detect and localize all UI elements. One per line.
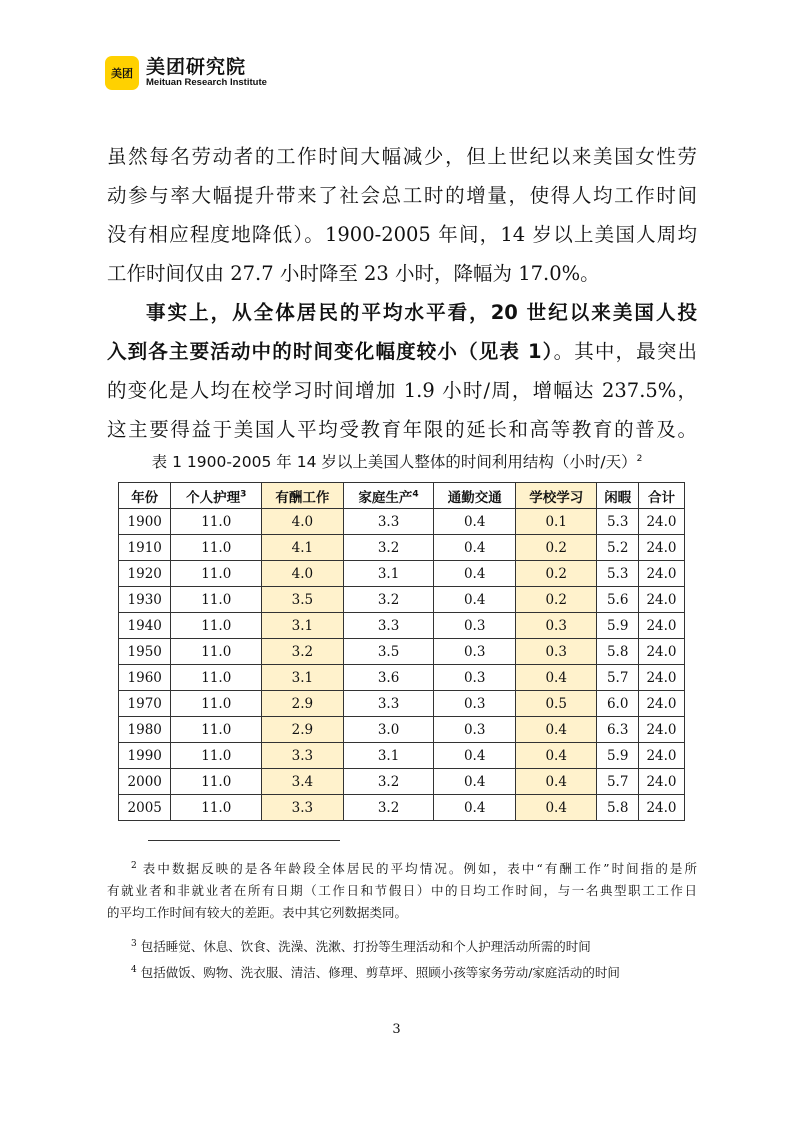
footnote-text: 包括睡觉、休息、饮食、洗澡、洗漱、打扮等生理活动和个人护理活动所需的时间 bbox=[140, 939, 591, 954]
logo-mark: 美团 bbox=[105, 56, 139, 90]
table-cell: 11.0 bbox=[171, 587, 262, 613]
table-cell: 11.0 bbox=[171, 639, 262, 665]
table-cell: 24.0 bbox=[638, 769, 684, 795]
plain-text: 。其中，最突出 bbox=[553, 340, 697, 363]
column-header bbox=[343, 483, 434, 509]
table-cell: 0.4 bbox=[434, 795, 516, 821]
table-cell: 0.1 bbox=[515, 509, 597, 535]
footnote-line: 的平均工作时间有较大的差距。表中其它列数据类同。 bbox=[107, 905, 408, 920]
table-row bbox=[119, 795, 685, 821]
page-number: 3 bbox=[392, 1022, 401, 1037]
table-cell: 3.1 bbox=[343, 561, 434, 587]
table-cell: 0.4 bbox=[515, 743, 597, 769]
table-cell: 2.9 bbox=[262, 717, 344, 743]
paragraph-line: 没有相应程度地降低）。1900-2005 年间，14 岁以上美国人周均 bbox=[107, 223, 697, 246]
table-cell: 24.0 bbox=[638, 613, 684, 639]
table-header-row bbox=[119, 483, 685, 509]
table-row bbox=[119, 587, 685, 613]
table-body bbox=[119, 509, 685, 821]
table-cell: 5.9 bbox=[597, 613, 638, 639]
table-cell: 3.1 bbox=[262, 665, 344, 691]
paragraph-line: 的变化是人均在校学习时间增加 1.9 小时/周，增幅达 237.5%， bbox=[107, 379, 697, 402]
table-row bbox=[119, 535, 685, 561]
table-cell: 3.4 bbox=[262, 769, 344, 795]
table-row bbox=[119, 665, 685, 691]
column-header-label: 家庭生产 bbox=[358, 489, 413, 506]
logo-chinese-name: 美团研究院 bbox=[146, 56, 247, 78]
footnote-number: 4 bbox=[131, 964, 137, 975]
footnote-divider bbox=[148, 840, 340, 841]
table-cell: 1990 bbox=[119, 743, 171, 769]
table-cell: 11.0 bbox=[171, 691, 262, 717]
table-cell: 6.3 bbox=[597, 717, 638, 743]
table-cell: 0.2 bbox=[515, 535, 597, 561]
footnote-line: 有就业者和非就业者在所有日期（工作日和节假日）中的日均工作时间，与一名典型职工工作日 bbox=[107, 883, 697, 898]
table-cell: 0.4 bbox=[434, 509, 516, 535]
table-cell: 5.6 bbox=[597, 587, 638, 613]
logo-text bbox=[146, 57, 267, 89]
column-header bbox=[262, 483, 344, 509]
table-cell: 0.4 bbox=[434, 769, 516, 795]
footnote-line bbox=[107, 858, 697, 880]
paragraph-line: 动参与率大幅提升带来了社会总工时的增量，使得人均工作时间 bbox=[107, 184, 697, 207]
table-cell: 0.4 bbox=[515, 769, 597, 795]
paragraph-line bbox=[107, 332, 697, 371]
table-cell: 3.1 bbox=[262, 613, 344, 639]
table-cell: 5.8 bbox=[597, 795, 638, 821]
footnote-text: 包括做饭、购物、洗衣服、清洁、修理、剪草坪、照顾小孩等家务劳动/家庭活动的时间 bbox=[140, 965, 620, 980]
table-cell: 3.6 bbox=[343, 665, 434, 691]
table-cell: 4.0 bbox=[262, 561, 344, 587]
table-cell: 11.0 bbox=[171, 769, 262, 795]
table-cell: 24.0 bbox=[638, 535, 684, 561]
table-cell: 1980 bbox=[119, 717, 171, 743]
table-cell: 0.4 bbox=[434, 743, 516, 769]
table-cell: 2.9 bbox=[262, 691, 344, 717]
table-cell: 11.0 bbox=[171, 561, 262, 587]
table-row bbox=[119, 561, 685, 587]
table-cell: 0.3 bbox=[515, 613, 597, 639]
column-header-label: 闲暇 bbox=[604, 489, 632, 506]
table-cell: 3.0 bbox=[343, 717, 434, 743]
footnote-4 bbox=[107, 962, 697, 984]
column-header bbox=[434, 483, 516, 509]
brand-logo bbox=[105, 55, 267, 91]
table-cell: 0.5 bbox=[515, 691, 597, 717]
column-header-label: 通勤交通 bbox=[447, 489, 502, 506]
table-row bbox=[119, 769, 685, 795]
table-cell: 2000 bbox=[119, 769, 171, 795]
table-row bbox=[119, 743, 685, 769]
table-cell: 0.4 bbox=[434, 535, 516, 561]
table-cell: 3.5 bbox=[262, 587, 344, 613]
table-cell: 24.0 bbox=[638, 509, 684, 535]
column-header bbox=[119, 483, 171, 509]
table-cell: 0.2 bbox=[515, 587, 597, 613]
table-cell: 5.3 bbox=[597, 509, 638, 535]
table-cell: 11.0 bbox=[171, 743, 262, 769]
table-row bbox=[119, 613, 685, 639]
table-cell: 3.3 bbox=[343, 509, 434, 535]
table-cell: 5.3 bbox=[597, 561, 638, 587]
table-row bbox=[119, 639, 685, 665]
table-cell: 3.3 bbox=[262, 795, 344, 821]
table-cell: 0.4 bbox=[515, 795, 597, 821]
table-cell: 3.2 bbox=[343, 535, 434, 561]
column-header-label: 合计 bbox=[647, 489, 675, 506]
footnote-ref: 3 bbox=[240, 489, 247, 499]
table-cell: 1910 bbox=[119, 535, 171, 561]
table-cell: 24.0 bbox=[638, 561, 684, 587]
footnote-line bbox=[107, 962, 697, 984]
column-header bbox=[597, 483, 638, 509]
paragraph-line: 虽然每名劳动者的工作时间大幅减少，但上世纪以来美国女性劳 bbox=[107, 145, 697, 168]
table-cell: 11.0 bbox=[171, 795, 262, 821]
table-cell: 3.5 bbox=[343, 639, 434, 665]
table-caption-text: 表 1 1900-2005 年 14 岁以上美国人整体的时间利用结构（小时/天） bbox=[151, 453, 637, 471]
table-cell: 3.1 bbox=[343, 743, 434, 769]
column-header bbox=[515, 483, 597, 509]
table-row bbox=[119, 691, 685, 717]
table-cell: 3.3 bbox=[262, 743, 344, 769]
table-cell: 5.8 bbox=[597, 639, 638, 665]
table-cell: 6.0 bbox=[597, 691, 638, 717]
table-cell: 11.0 bbox=[171, 665, 262, 691]
footnote-number: 3 bbox=[131, 938, 137, 949]
footnote-ref: 2 bbox=[636, 453, 643, 464]
table-cell: 24.0 bbox=[638, 639, 684, 665]
table-cell: 11.0 bbox=[171, 535, 262, 561]
table-cell: 0.3 bbox=[515, 639, 597, 665]
table-cell: 0.3 bbox=[434, 613, 516, 639]
paragraph-line-bold: 事实上，从全体居民的平均水平看，20 世纪以来美国人投 bbox=[146, 301, 697, 324]
bold-text: 入到各主要活动中的时间变化幅度较小（见表 1） bbox=[107, 340, 554, 363]
footnote-number: 2 bbox=[131, 860, 137, 871]
footnote-3 bbox=[107, 936, 697, 958]
table-cell: 1930 bbox=[119, 587, 171, 613]
table-cell: 0.3 bbox=[434, 639, 516, 665]
footnote-text: 表中数据反映的是各年龄段全体居民的平均情况。例如，表中“有酬工作”时间指的是所 bbox=[142, 861, 697, 876]
table-cell: 1960 bbox=[119, 665, 171, 691]
table-cell: 4.0 bbox=[262, 509, 344, 535]
table-cell: 5.2 bbox=[597, 535, 638, 561]
column-header-label: 学校学习 bbox=[529, 489, 584, 506]
table-cell: 0.3 bbox=[434, 691, 516, 717]
table-cell: 11.0 bbox=[171, 717, 262, 743]
time-use-table bbox=[118, 482, 685, 821]
table-cell: 11.0 bbox=[171, 613, 262, 639]
footnote-2 bbox=[107, 858, 697, 924]
paragraph-line: 工作时间仅由 27.7 小时降至 23 小时，降幅为 17.0%。 bbox=[107, 262, 600, 285]
table-cell: 1920 bbox=[119, 561, 171, 587]
column-header bbox=[171, 483, 262, 509]
table-cell: 3.2 bbox=[343, 587, 434, 613]
footnote-ref: 4 bbox=[412, 489, 419, 499]
table-cell: 24.0 bbox=[638, 743, 684, 769]
table-cell: 4.1 bbox=[262, 535, 344, 561]
column-header-label: 年份 bbox=[131, 489, 159, 506]
table-cell: 1900 bbox=[119, 509, 171, 535]
table-cell: 1970 bbox=[119, 691, 171, 717]
footnote-line bbox=[107, 936, 697, 958]
table-row bbox=[119, 717, 685, 743]
table-cell: 24.0 bbox=[638, 587, 684, 613]
logo-english-name: Meituan Research Institute bbox=[146, 77, 267, 88]
table-cell: 1940 bbox=[119, 613, 171, 639]
table-cell: 3.2 bbox=[262, 639, 344, 665]
table-cell: 11.0 bbox=[171, 509, 262, 535]
table-cell: 24.0 bbox=[638, 717, 684, 743]
table-cell: 5.7 bbox=[597, 665, 638, 691]
table-cell: 0.2 bbox=[515, 561, 597, 587]
column-header bbox=[638, 483, 684, 509]
column-header-label: 有酬工作 bbox=[275, 489, 330, 506]
table-cell: 0.3 bbox=[434, 717, 516, 743]
table-cell: 2005 bbox=[119, 795, 171, 821]
paragraph-line: 这主要得益于美国人平均受教育年限的延长和高等教育的普及。 bbox=[107, 418, 697, 441]
table-cell: 3.2 bbox=[343, 795, 434, 821]
table-cell: 3.2 bbox=[343, 769, 434, 795]
table-cell: 0.4 bbox=[434, 561, 516, 587]
table-cell: 5.9 bbox=[597, 743, 638, 769]
table-row bbox=[119, 509, 685, 535]
paragraph-1 bbox=[107, 137, 697, 293]
table-cell: 1950 bbox=[119, 639, 171, 665]
table-cell: 24.0 bbox=[638, 665, 684, 691]
column-header-label: 个人护理 bbox=[186, 489, 241, 506]
paragraph-2 bbox=[107, 293, 697, 449]
table-cell: 0.3 bbox=[434, 665, 516, 691]
table-cell: 3.3 bbox=[343, 613, 434, 639]
table-cell: 24.0 bbox=[638, 691, 684, 717]
table-cell: 0.4 bbox=[515, 665, 597, 691]
table-cell: 0.4 bbox=[515, 717, 597, 743]
table-cell: 5.7 bbox=[597, 769, 638, 795]
table-cell: 24.0 bbox=[638, 795, 684, 821]
table-cell: 3.3 bbox=[343, 691, 434, 717]
table-caption bbox=[107, 450, 687, 472]
table-cell: 0.4 bbox=[434, 587, 516, 613]
